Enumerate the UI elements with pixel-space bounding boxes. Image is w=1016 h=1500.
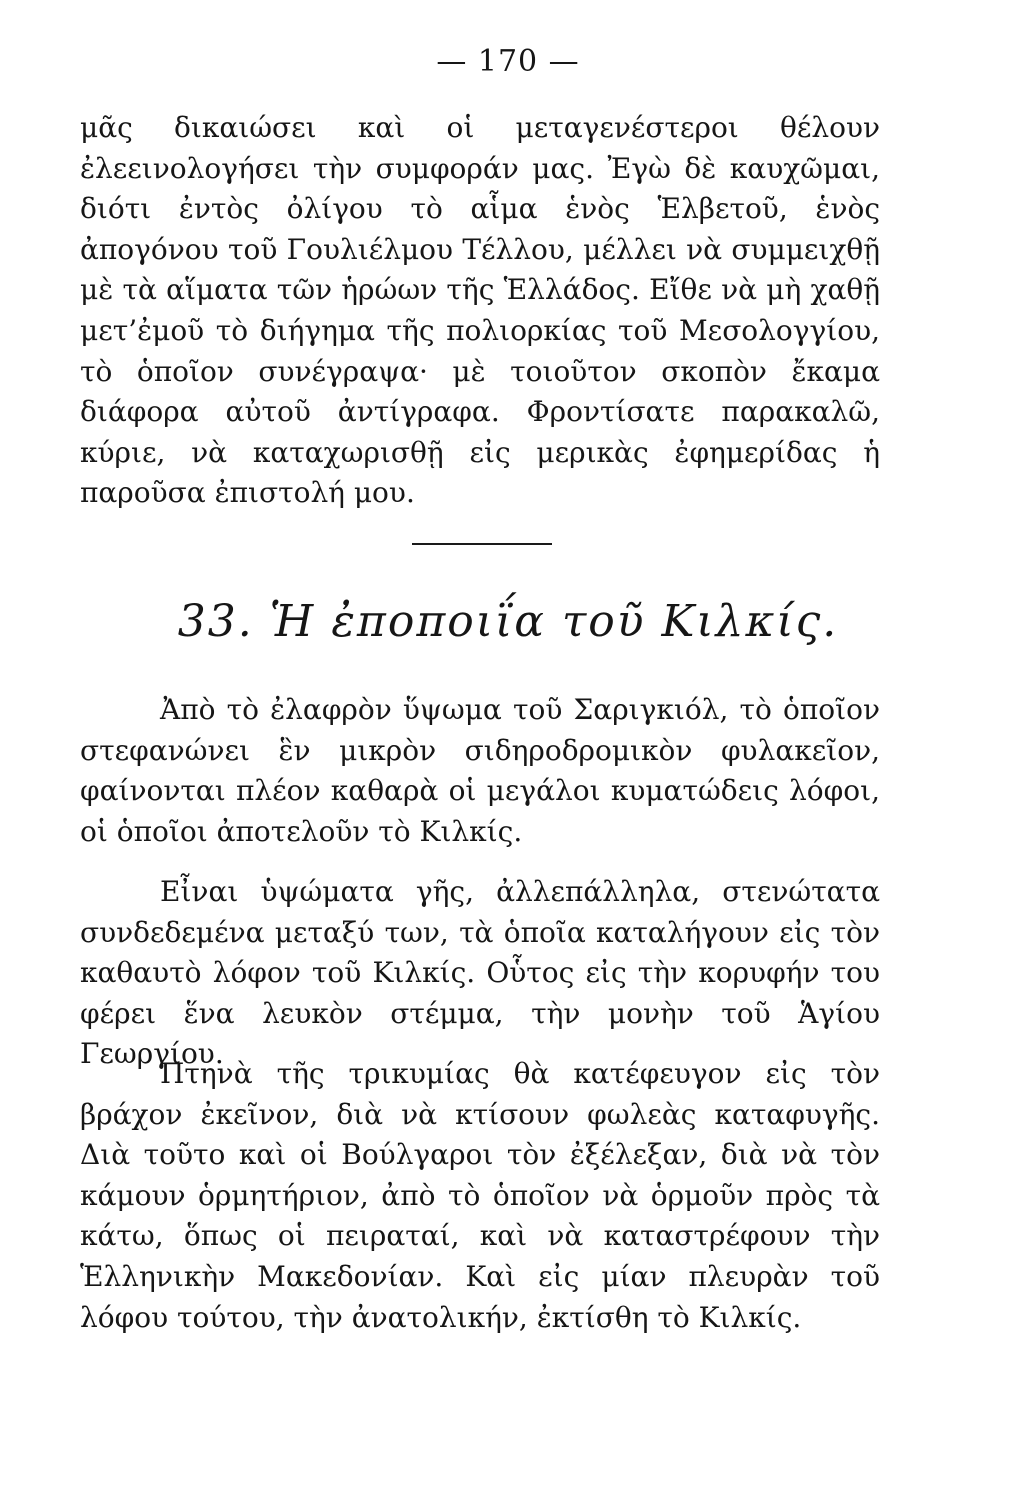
chapter-paragraph-2: Εἶναι ὑψώματα γῆς, ἀλλεπάλληλα, στενώτατα συνδεδεμένα μεταξύ των, τὰ ὁποῖα καταλήγουν εἰς τὸν καθαυτὸ λόφον τοῦ Κιλκίς. Οὗτος εἰς τὴν κορυφήν του φέρει ἕνα λευκὸν στέμμα, τὴν μονὴν τοῦ Ἁγίου Γεωργίου. bbox=[80, 875, 880, 1071]
chapter-title: 33. Ἡ ἐποποιΐα τοῦ Κιλκίς. bbox=[177, 596, 839, 647]
chapter-paragraph-1: Ἀπὸ τὸ ἐλαφρὸν ὕψωμα τοῦ Σαριγκιόλ, τὸ ὁποῖον στεφανώνει ἓν μικρὸν σιδηροδρομικὸν φυλακεῖον, φαίνονται πλέον καθαρὰ οἱ μεγάλοι κυματώδεις λόφοι, οἱ ὁποῖοι ἀποτελοῦν τὸ Κιλκίς. bbox=[80, 693, 880, 848]
section-divider bbox=[412, 543, 552, 545]
page-number: — 170 — bbox=[436, 44, 580, 79]
chapter-paragraph-3: Πτηνὰ τῆς τρικυμίας θὰ κατέφευγον εἰς τὸν βράχον ἐκεῖνον, διὰ νὰ κτίσουν φωλεὰς καταφυγῆς. Διὰ τοῦτο καὶ οἱ Βούλγαροι τὸν ἐξέλεξαν, διὰ νὰ τὸν κάμουν ὁρμητήριον, ἀπὸ τὸ ὁποῖον νὰ ὁρμοῦν πρὸς τὰ κάτω, ὅπως οἱ πειραταί, καὶ νὰ καταστρέφουν τὴν Ἑλληνικὴν Μακεδονίαν. Καὶ εἰς μίαν πλευρὰν τοῦ λόφου τούτου, τὴν ἀνατολικήν, ἐκτίσθη τὸ Κιλκίς. bbox=[80, 1057, 880, 1334]
letter-closing-paragraph: μᾶς δικαιώσει καὶ οἱ μεταγενέστεροι θέλουν ἐλεεινολογήσει τὴν συμφοράν μας. Ἐγὼ δὲ καυχῶμαι, διότι ἐντὸς ὀλίγου τὸ αἷμα ἑνὸς Ἑλβετοῦ, ἑνὸς ἀπογόνου τοῦ Γουλιέλμου Τέλλου, μέλλει νὰ συμμειχθῇ μὲ τὰ αἵματα τῶν ἡρώων τῆς Ἑλλάδος. Εἴθε νὰ μὴ χαθῇ μετ’ἐμοῦ τὸ διήγημα τῆς πολιορκίας τοῦ Μεσολογγίου, τὸ ὁποῖον συνέγραψα· μὲ τοιοῦτον σκοπὸν ἔκαμα διάφορα αὐτοῦ ἀντίγραφα. Φροντίσατε παρακαλῶ, κύριε, νὰ καταχωρισθῇ εἰς μερικὰς ἐφημερίδας ἡ παροῦσα ἐπιστολή μου. bbox=[80, 111, 880, 510]
